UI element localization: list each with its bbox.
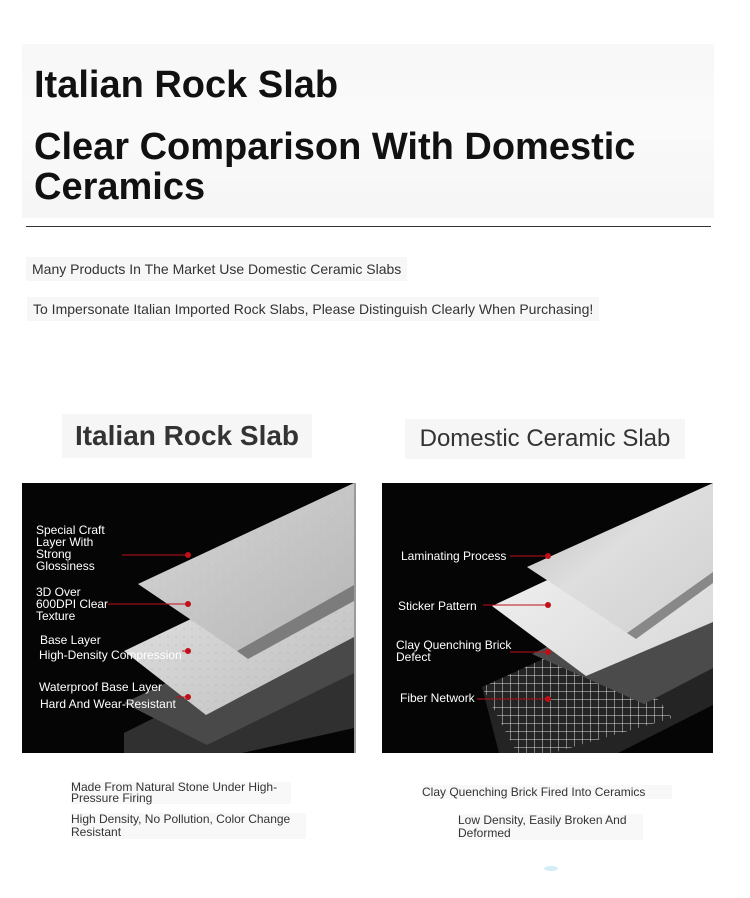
special-craft-label: Special Craft Layer With Strong Glossiness [36,523,105,573]
clay-brick-defect-label: Clay Quenching Brick Defect [396,638,512,664]
domestic-ceramic-slab-panel [382,483,713,753]
wear-resistant-label: Hard And Wear-Resistant [40,697,176,711]
fiber-marker-icon [545,696,551,702]
waterproof-layer-label: Waterproof Base Layer [39,680,162,694]
intro-line-2: To Impersonate Italian Imported Rock Slabs, Please Distinguish Clearly When Purchasing! [27,297,599,321]
laminating-marker-icon [545,553,551,559]
domestic-slab-caption-1: Clay Quenching Brick Fired Into Ceramics [422,785,672,799]
page-subtitle: Clear Comparison With Domestic Ceramics [34,126,636,208]
italian-rock-slab-panel [22,483,356,753]
intro-line-1: Many Products In The Market Use Domestic Ceramic Slabs [26,257,407,281]
italian-rock-slab-heading: Italian Rock Slab [62,414,312,458]
high-density-label: High-Density Compression [39,648,182,662]
laminating-process-label: Laminating Process [401,549,507,563]
clay-brick-marker-icon [545,649,551,655]
base-marker-icon [185,648,191,654]
page-title: Italian Rock Slab [34,64,339,106]
base-layer-label: Base Layer [40,633,101,647]
sticker-pattern-label: Sticker Pattern [398,599,477,613]
domestic-slab-caption-2: Low Density, Easily Broken And Deformed [458,814,643,840]
sticker-marker-icon [545,602,551,608]
fiber-network-label: Fiber Network [400,691,475,705]
title-divider [26,226,711,227]
gloss-marker-icon [185,552,191,558]
texture-label: 3D Over 600DPI Clear Texture [36,585,109,623]
domestic-slab-layers-illustration [382,483,713,753]
domestic-ceramic-slab-heading: Domestic Ceramic Slab [405,419,685,459]
waterproof-marker-icon [185,694,191,700]
decorative-dot [544,866,558,871]
italian-slab-caption-2: High Density, No Pollution, Color Change Resistant [71,813,306,839]
texture-marker-icon [185,601,191,607]
italian-slab-caption-1: Made From Natural Stone Under High-Pressure Firing [71,782,291,804]
